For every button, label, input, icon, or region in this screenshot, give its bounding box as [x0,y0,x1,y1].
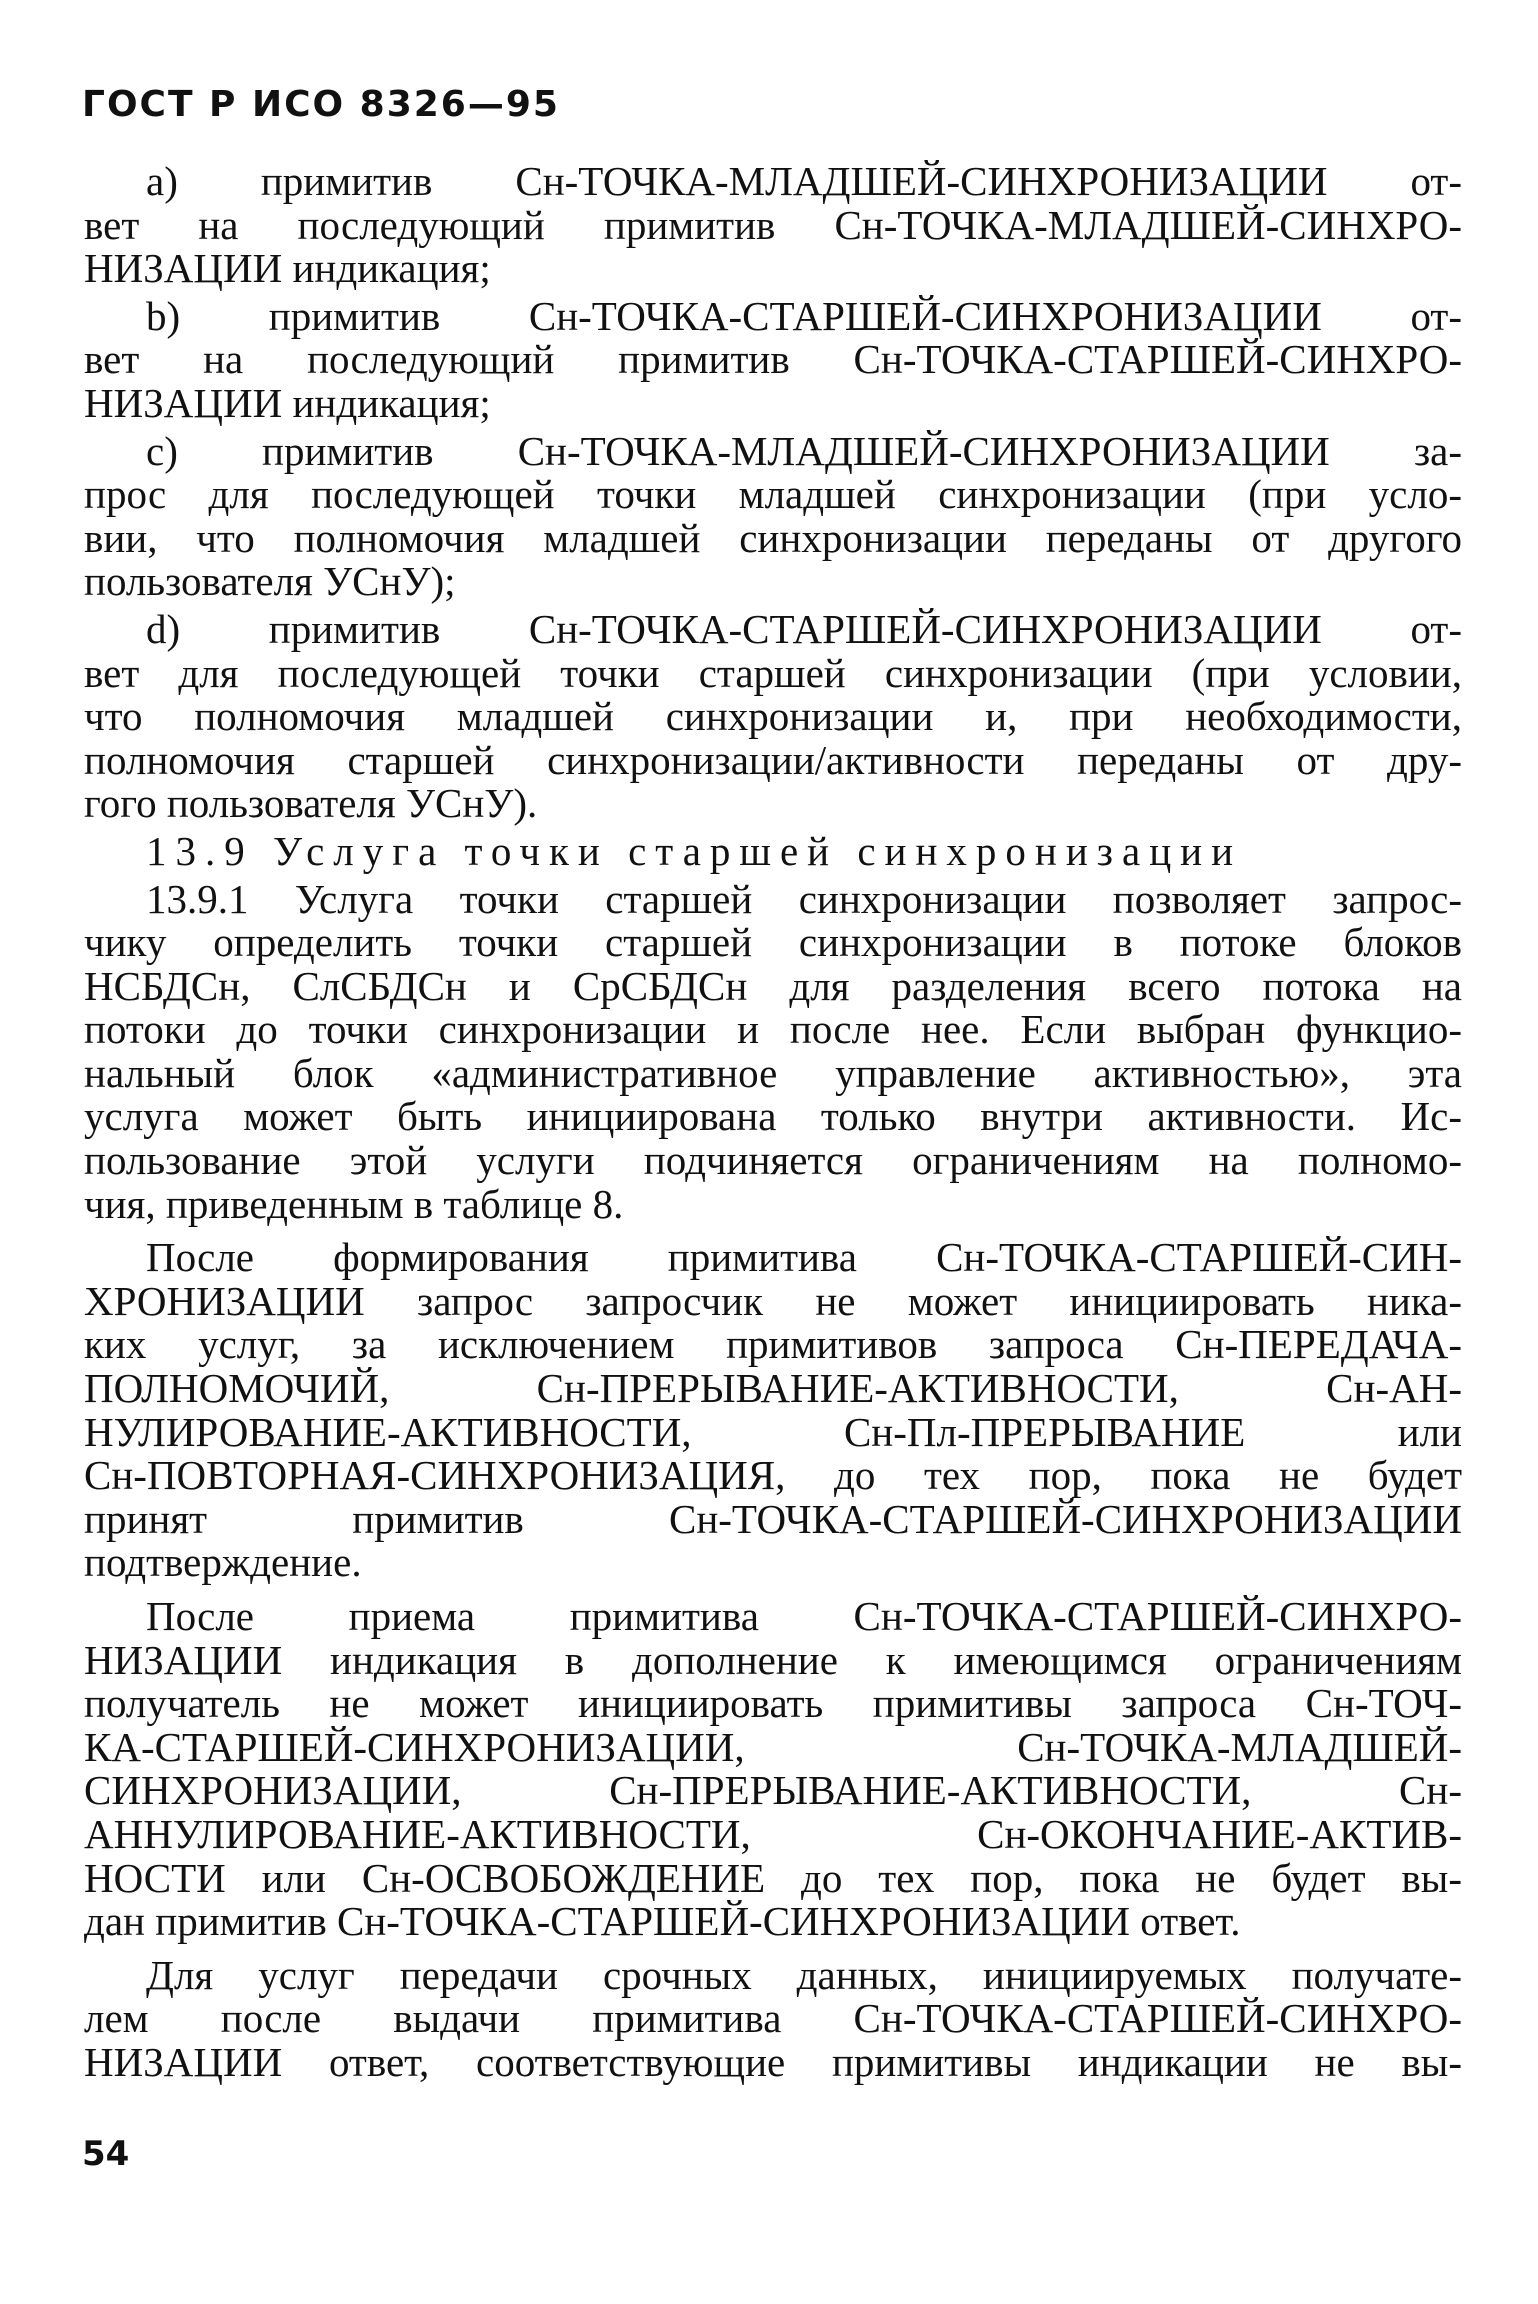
text-line: вии, что полномочия младшей синхронизации переданы от другого [84,514,1462,561]
paragraph [84,427,1462,605]
text-line: НИЗАЦИИ индикация в дополнение к имеющимся ограничениям [84,1636,1462,1683]
text-line: После формирования примитива Сн-ТОЧКА-СТАРШЕЙ-СИН- [146,1234,1462,1281]
text-line: лем после выдачи примитива Сн-ТОЧКА-СТАРШЕЙ-СИНХРО- [84,1995,1462,2042]
text-line: чия, приведенным в таблице 8. [84,1180,624,1227]
text-line: ких услуг, за исключением примитивов запроса Сн-ПЕРЕДАЧА- [84,1321,1462,1368]
text-line: НОСТИ или Сн-ОСВОБОЖДЕНИЕ до тех пор, пока не будет вы- [84,1854,1462,1901]
text-line: АННУЛИРОВАНИЕ-АКТИВНОСТИ, Сн-ОКОНЧАНИЕ-АКТИВ- [84,1810,1462,1857]
text-line: принят примитив Сн-ТОЧКА-СТАРШЕЙ-СИНХРОНИЗАЦИИ [84,1495,1462,1542]
paragraph [84,875,1462,1227]
text-line: вет на последующий примитив Сн-ТОЧКА-СТАРШЕЙ-СИНХРО- [84,336,1462,383]
text-line: ПОЛНОМОЧИЙ, Сн-ПРЕРЫВАНИЕ-АКТИВНОСТИ, Сн-АН- [84,1365,1462,1412]
paragraph [84,1951,1462,2085]
text-line: 13.9 Услуга точки старшей синхронизации [146,827,1243,874]
text-line: полномочия старшей синхронизации/активности переданы от дру- [84,736,1462,783]
text-line: чику определить точки старшей синхронизации в потоке блоков [84,919,1462,966]
text-line: Сн-ПОВТОРНАЯ-СИНХРОНИЗАЦИЯ, до тех пор, пока не будет [84,1452,1462,1499]
text-line: Для услуг передачи срочных данных, инициируемых получате- [146,1951,1462,1998]
paragraph [84,292,1462,426]
text-line: нальный блок «административное управление активностью», эта [84,1049,1462,1096]
text-line: КА-СТАРШЕЙ-СИНХРОНИЗАЦИИ, Сн-ТОЧКА-МЛАДШЕЙ- [84,1723,1462,1770]
text-line: подтверждение. [84,1539,362,1586]
text-line: СИНХРОНИЗАЦИИ, Сн-ПРЕРЫВАНИЕ-АКТИВНОСТИ, Сн- [84,1767,1462,1814]
text-line: d) примитив Сн-ТОЧКА-СТАРШЕЙ-СИНХРОНИЗАЦИИ от- [146,605,1462,652]
page-number: 54 [82,2134,130,2174]
text-line: НИЗАЦИИ индикация; [84,245,491,292]
text-line: потоки до точки синхронизации и после нее. Если выбран функцио- [84,1006,1462,1053]
text-line: 13.9.1 Услуга точки старшей синхронизации позволяет запрос- [146,875,1462,922]
text-line: а) примитив Сн-ТОЧКА-МЛАДШЕЙ-СИНХРОНИЗАЦИИ от- [146,158,1462,204]
text-line: НИЗАЦИИ индикация; [84,379,491,426]
body-text [84,160,1462,2085]
text-line: После приема примитива Сн-ТОЧКА-СТАРШЕЙ-СИНХРО- [146,1593,1462,1639]
text-line: вет на последующий примитив Сн-ТОЧКА-МЛАДШЕЙ-СИНХРО- [84,201,1462,248]
text-line: пользователя УСнУ); [84,558,456,605]
text-line: что полномочия младшей синхронизации и, при необходимости, [84,693,1462,740]
text-line: дан примитив Сн-ТОЧКА-СТАРШЕЙ-СИНХРОНИЗАЦИИ ответ. [84,1898,1241,1945]
text-line: прос для последующей точки младшей синхронизации (при усло- [84,471,1462,518]
text-line: НУЛИРОВАНИЕ-АКТИВНОСТИ, Сн-Пл-ПРЕРЫВАНИЕ или [84,1408,1462,1455]
text-line: НИЗАЦИИ ответ, соответствующие примитивы индикации не вы- [84,2038,1462,2085]
text-line: b) примитив Сн-ТОЧКА-СТАРШЕЙ-СИНХРОНИЗАЦИИ от- [146,292,1462,339]
running-header: ГОСТ Р ИСО 8326—95 [82,84,560,125]
text-line: гого пользователя УСнУ). [84,780,538,827]
text-line: получатель не может инициировать примитивы запроса Сн-ТОЧ- [84,1680,1462,1727]
text-line: с) примитив Сн-ТОЧКА-МЛАДШЕЙ-СИНХРОНИЗАЦИИ за- [146,427,1462,474]
paragraph [84,160,1462,291]
paragraph [84,1236,1462,1585]
text-line: ХРОНИЗАЦИИ запрос запросчик не может инициировать ника- [84,1277,1462,1324]
text-line: вет для последующей точки старшей синхронизации (при условии, [84,649,1462,696]
text-line: НСБДСн, СлСБДСн и СрСБДСн для разделения всего потока на [84,962,1462,1009]
section-heading [84,827,1462,874]
paragraph [84,605,1462,827]
paragraph [84,1595,1462,1944]
text-line: услуга может быть инициирована только внутри активности. Ис- [84,1093,1462,1140]
text-line: пользование этой услуги подчиняется ограничениям на полномо- [84,1137,1462,1184]
